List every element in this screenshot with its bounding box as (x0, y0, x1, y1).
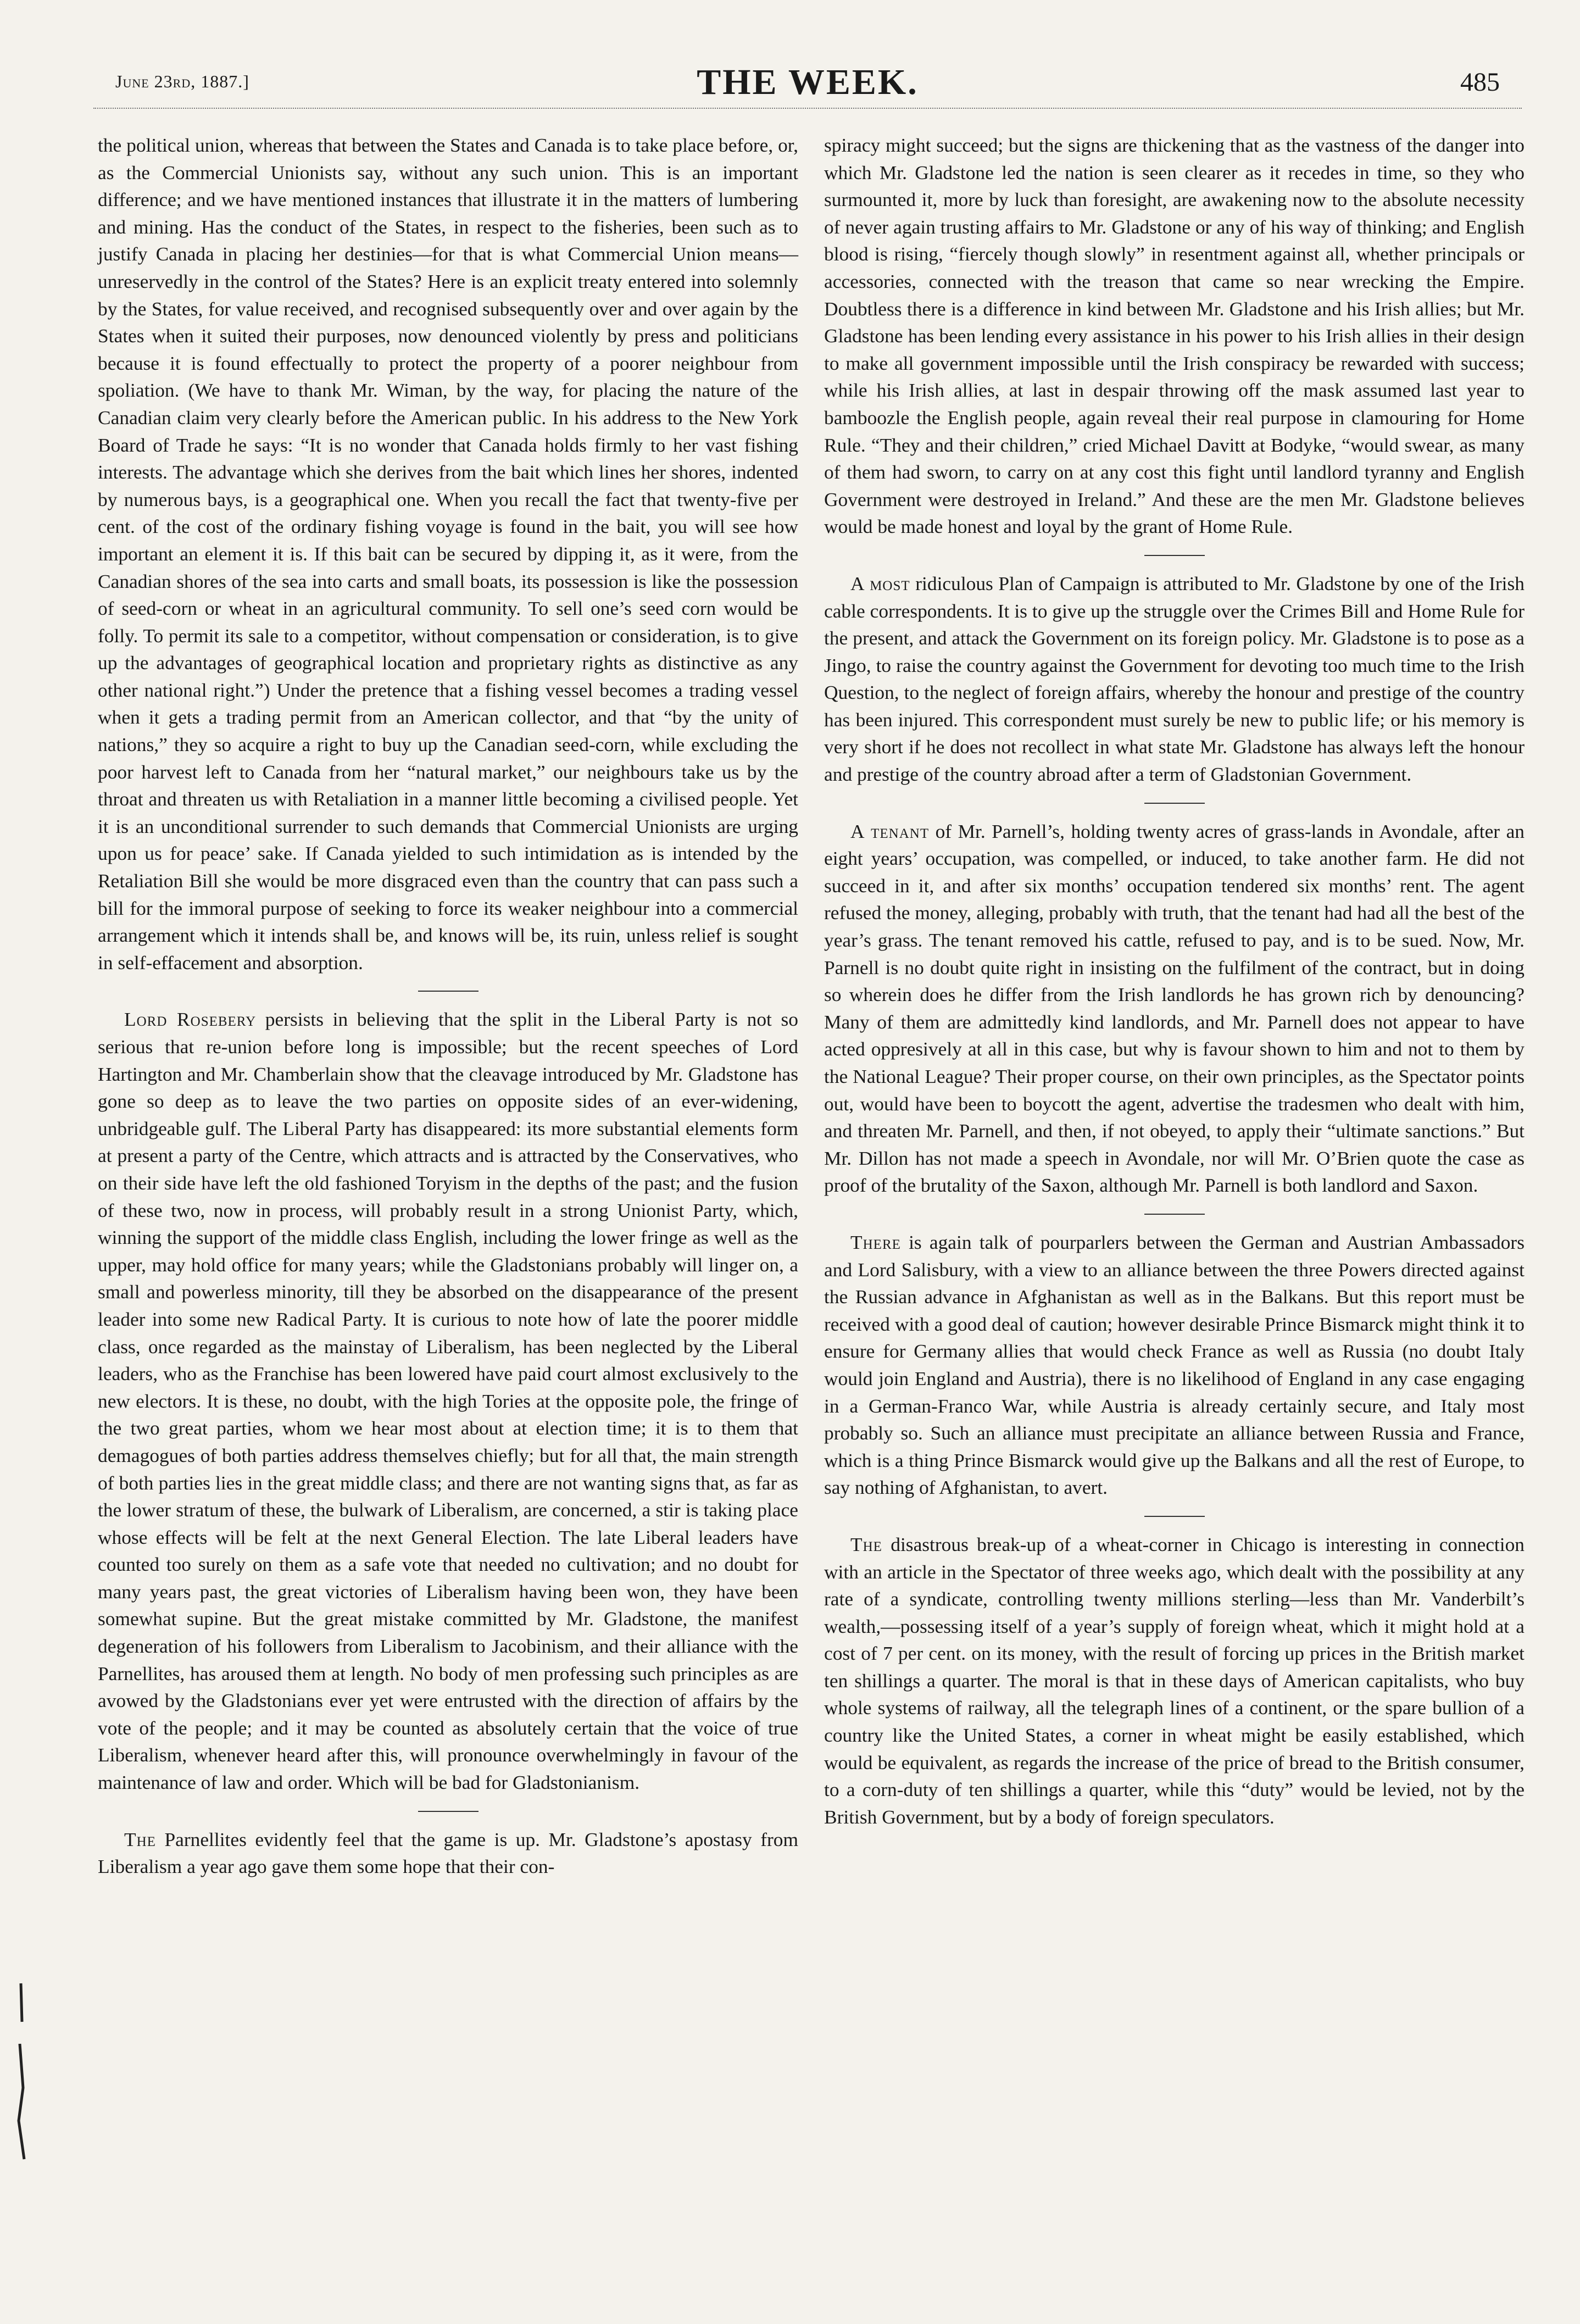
lead-words: The (850, 1533, 882, 1555)
paragraph-plan-of-campaign (824, 570, 1525, 788)
paragraph-alliance (824, 1229, 1525, 1502)
lead-words: Lord Rosebery (124, 1008, 257, 1031)
paragraph-conspiracy: spiracy might succeed; but the signs are thickening that as the vastness of the danger into which Mr. Gladstone led the nation is seen clearer as it recedes in time, so they who surmounted it, more by luck than foresight, are awakening now to the absolute necessity of never again trusting affairs to Mr. Gladstone or any of his way of thinking; and English blood is rising, “fiercely though slowly” in resentment against all, whether principals or accessories, connected with the treason that came so near wrecking the Empire. Doubtless there is a difference in kind between Mr. Gladstone and his Irish allies; but Mr. Gladstone has been lending every assistance in his power to his Irish allies in their design to make all government impossible until the Irish conspiracy be rewarded with success; while his Irish allies, at last in despair throwing off the mask assumed last year to bamboozle the English people, again reveal their real purpose in clamouring for Home Rule. “They and their children,” cried Michael Davitt at Bodyke, “would swear, as many of them had sworn, to carry on at any cost this fight until landlord tyranny and English Government were destroyed in Ireland.” And these are the men Mr. Gladstone believes would be made honest and loyal by the grant of Home Rule. (824, 134, 1525, 538)
page-number: 485 (1460, 68, 1500, 97)
scan-margin-mark (10, 1978, 32, 2198)
right-column (824, 132, 1525, 1831)
section-divider (1144, 1214, 1205, 1215)
paragraph-body: Parnellites evidently feel that the game is up. Mr. Gladstone’s apostasy from Liberalism a year ago gave them some hope that their con- (98, 1828, 798, 1878)
section-divider (418, 1811, 479, 1812)
paragraph-commercial-union: the political union, whereas that between the States and Canada is to take place before, or, as the Commercial Unionists say, without any such union. This is an important difference; and we have mentioned instances that illustrate it in the matters of lumbering and mining. Has the conduct of the States, in respect to the fisheries, been such as to justify Canada in placing her destinies—for that is what Commercial Union means—unreservedly in the control of the States? Here is an explicit treaty entered into solemnly by the States, for value received, and recognised subsequently over and over again by the States when it suited their purposes, now denounced violently by press and politicians because it is found effectually to protect the property of a poorer neighbour from spoliation. (We have to thank Mr. Wiman, by the way, for placing the nature of the Canadian claim very clearly before the American public. In his address to the New York Board of Trade he says: “It is no wonder that Canada holds firmly to her vast fishing interests. The advantage which she derives from the bait which lines her shores, indented by numerous bays, is a geographical one. When you recall the fact that twenty-five per cent. of the cost of the ordinary fishing voyage is found in the bait, you will see how important an element it is. If this bait can be secured by dipping it, as it were, from the Canadian shores of the sea into carts and small boats, its possession is like the possession of seed-corn or wheat in an agricultural community. To sell one’s seed corn would be folly. To permit its sale to a competitor, without compensation or consideration, is to give up the advantages of geographical location and proprietary rights as distinctive as any other national right.”) Under the pretence that a fishing vessel becomes a trading vessel when it gets a trading permit from an American collector, and that “by the unity of nations,” they so acquire a right to buy up the Canadian seed-corn, while excluding the poor harvest left to Canada from her “natural market,” our neighbours take us by the throat and threaten us with Retaliation in a manner little becoming a civilised people. Yet it is an unconditional surrender to such demands that Commercial Unionists are urging upon us for peace’ sake. If Canada yielded to such intimidation as is intended by the Retaliation Bill she would be more disgraced even than the country that can pass such a bill for the immoral purpose of seeking to force its weaker neighbour into a commercial arrangement which it intends shall be, and knows will be, its ruin, unless relief is sought in self-effacement and absorption. (98, 134, 798, 974)
paragraph-body: disastrous break-up of a wheat-corner in Chicago is interesting in connection with an article in the Spectator of three weeks ago, which dealt with the possibility at any rate of a syndicate, controlling twenty millions sterling—less than Mr. Vanderbilt’s wealth,—possessing itself of a year’s supply of foreign wheat, which it might hold at a cost of 7 per cent. on its money, with the result of forcing up prices in the British market ten shillings a quarter. The moral is that in these days of American capitalists, who buy whole systems of railway, all the telegraph lines of a continent, or the spare bullion of a country like the United States, a corner in wheat might be easily established, which would be equivalent, as regards the increase of the price of bread to the British consumer, to a corn-duty of ten shillings a quarter, while this “duty” would be levied, not by the British Government, but by a body of foreign speculators. (824, 1533, 1525, 1828)
page-header (115, 62, 1500, 111)
lead-words: A tenant (850, 820, 930, 842)
paragraph-parnell-tenant (824, 818, 1525, 1199)
left-column (98, 132, 798, 1881)
paragraph-lord-rosebery (98, 1006, 798, 1796)
paragraph-body: ridiculous Plan of Campaign is attributed to Mr. Gladstone by one of the Irish cable correspondents. It is to give up the struggle over the Crimes Bill and Home Rule for the present, and attack the Government on its foreign policy. Mr. Gladstone is to pose as a Jingo, to raise the country against the Government for devoting too much time to the Irish Question, to the neglect of foreign affairs, whereby the honour and prestige of the country has been injured. This correspondent must surely be new to public life; or his memory is very short if he does not recollect in what state Mr. Gladstone has always left the honour and prestige of the country abroad after a term of Gladstonian Government. (824, 572, 1525, 786)
section-divider (1144, 803, 1205, 804)
paragraph-body: is again talk of pourparlers between the German and Austrian Ambassadors and Lord Salisbury, with a view to an alliance between the three Powers directed against the Russian advance in Afghanistan as well as in the Balkans. But this report must be received with a good deal of caution; however desirable Prince Bismarck might think it to ensure for Germany allies that would check France as well as Russia (no doubt Italy would join England and Austria), there is no likelihood of England in any case engaging in a German-Franco War, while Austria is already certainly secure, and Italy most probably so. Such an alliance must precipitate an alliance between Russia and France, which is a thing Prince Bismarck would give up the Balkans and all the rest of Europe, to say nothing of Afghanistan, to avert. (824, 1231, 1525, 1499)
paragraph-body: of Mr. Parnell’s, holding twenty acres of grass-lands in Avondale, after an eight years’ occupation, was compelled, or induced, to take another farm. He did not succeed in it, and after six months’ occupation tendered six months’ rent. The agent refused the money, alleging, probably with truth, that the tenant had had all the best of the year’s grass. The tenant removed his cattle, refused to pay, and is to be sued. Now, Mr. Parnell is no doubt quite right in insisting on the fulfilment of the contract, but in doing so wherein does he differ from the Irish landlords he has grown rich by denouncing? Many of them are admittedly kind landlords, and Mr. Parnell does not appear to have acted oppresively at all in this case, but why is favour shown to him and not to them by the National League? Their proper course, on their own principles, as the Spectator points out, would have been to boycott the agent, advertise the tradesmen who dealt with him, and threaten Mr. Parnell, and then, if not obeyed, to apply their “ultimate sanctions.” But Mr. Dillon has not made a speech in Avondale, nor will Mr. O’Brien quote the case as proof of the brutality of the Saxon, although Mr. Parnell is both landlord and Saxon. (824, 820, 1525, 1197)
section-divider (1144, 555, 1205, 556)
lead-words: The (124, 1828, 156, 1850)
journal-title: THE WEEK. (697, 62, 919, 102)
header-rule (93, 108, 1522, 109)
issue-date: June 23rd, 1887.] (115, 71, 249, 91)
section-divider (418, 991, 479, 992)
paragraph-body: persists in believing that the split in the Liberal Party is not so serious that re-union before long is impossible; but the recent speeches of Lord Hartington and Mr. Chamberlain show that the cleavage introduced by Mr. Gladstone has gone so deep as to leave the two parties on opposite sides of an ever-widening, unbridgeable gulf. The Liberal Party has disappeared: its more substantial elements form at present a party of the Centre, which attracts and is attracted by the Conservatives, who on their side have left the old fashioned Toryism in the depths of the past; and the fusion of these two, now in process, will probably result in a strong Unionist Party, which, winning the support of the middle class English, including the lower fringe as well as the upper, may hold office for many years; while the Gladstonians probably will linger on, a small and powerless minority, till they be absorbed on the disappearance of the present leader into some new Radical Party. It is curious to note how of late the poorer middle class, once regarded as the mainstay of Liberalism, has been neglected by the Liberal leaders, who as the Franchise has been lowered have paid court almost exclusively to the new electors. It is these, no doubt, with the high Tories at the opposite pole, the fringe of the two great parties, whom we hear most about at election time; it is to them that demagogues of both parties address themselves chiefly; but for all that, the main strength of both parties lies in the great middle class; and there are not wanting signs that, as far as the lower stratum of these, the bulwark of Liberalism, are concerned, a stir is taking place whose effects will be felt at the next General Election. The late Liberal leaders have counted too surely on them as a safe vote that needed no cultivation; and no doubt for many years past, the great victories of Liberalism having been won, they have been somewhat supine. But the great mistake committed by Mr. Gladstone, the manifest degeneration of his followers from Liberalism to Jacobinism, and their alliance with the Parnellites, has aroused them at length. No body of men professing such principles as are avowed by the Gladstonians ever yet were entrusted with the direction of affairs by the vote of the people; and it may be counted as absolutely certain that the voice of true Liberalism, whenever heard after this, will pronounce overwhelmingly in favour of the maintenance of law and order. Which will be bad for Gladstonianism. (98, 1008, 798, 1794)
lead-words: A most (850, 572, 910, 594)
paragraph-wheat-corner (824, 1531, 1525, 1831)
lead-words: There (850, 1231, 901, 1253)
paragraph-parnellites (98, 1826, 798, 1881)
section-divider (1144, 1516, 1205, 1517)
